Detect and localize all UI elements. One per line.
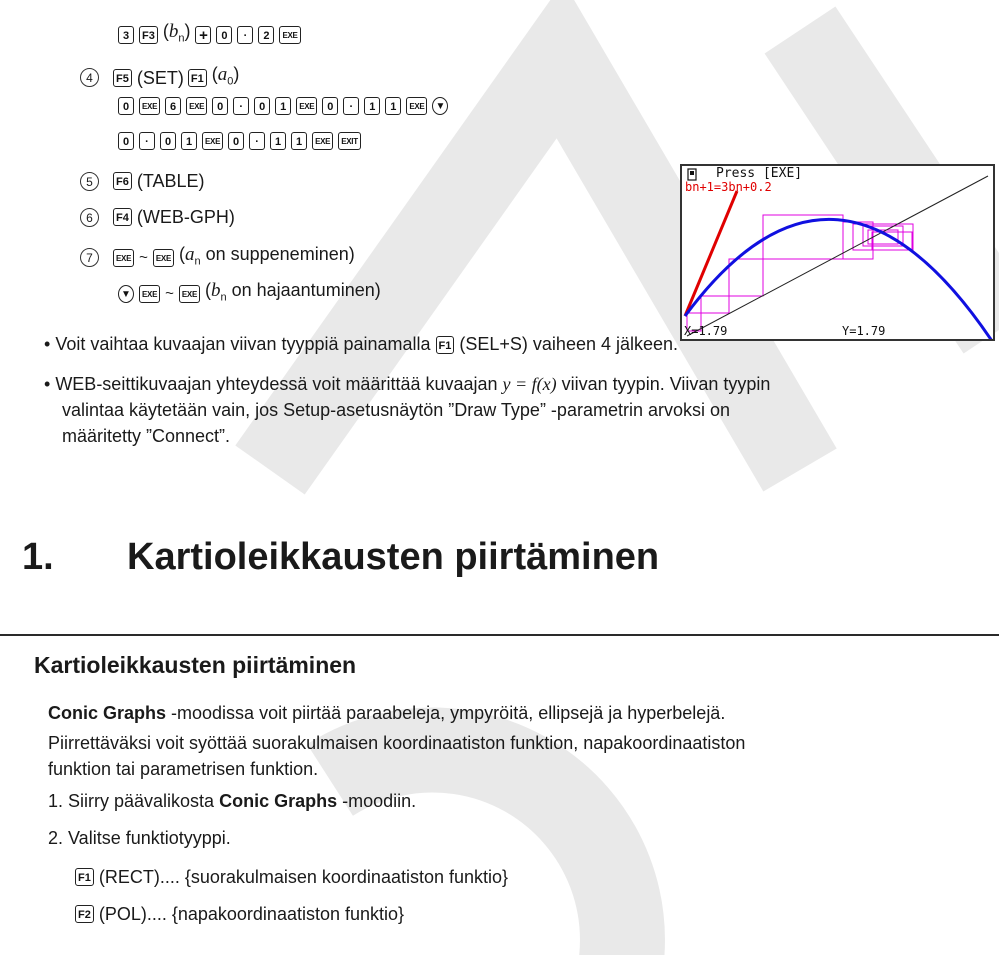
step-7-number: 7 — [80, 248, 99, 267]
key-exe: EXE — [312, 132, 333, 150]
key-down-icon: ▼ — [432, 97, 448, 115]
key-plus: + — [195, 26, 211, 44]
tilde: ~ — [165, 284, 174, 302]
step-4 — [80, 62, 239, 94]
set-label: (SET) — [136, 67, 184, 88]
option-rect: F1 (RECT).... {suorakulmaisen koordinaatiston funktio} — [75, 864, 508, 890]
step-6-number: 6 — [80, 208, 99, 227]
key-f3: F3 — [139, 26, 158, 44]
intro-line-3: funktion tai parametrisen funktion. — [48, 759, 319, 779]
key-exe: EXE — [113, 249, 134, 267]
key-1: 1 — [364, 97, 380, 115]
bullet-1: • Voit vaihtaa kuvaajan viivan tyyppiä painamalla F1 (SEL+S) vaiheen 4 jälkeen. — [44, 334, 679, 354]
section-heading — [0, 536, 659, 579]
key-0: 0 — [254, 97, 270, 115]
key-dot: · — [249, 132, 265, 150]
key-0: 0 — [118, 132, 134, 150]
key-0: 0 — [212, 97, 228, 115]
calculator-screen — [680, 164, 995, 341]
key-6: 6 — [165, 97, 181, 115]
calc-formula: bn+1=3bn+0.2 — [685, 180, 772, 194]
key-1: 1 — [385, 97, 401, 115]
key-dot: · — [237, 26, 253, 44]
key-f4: F4 — [113, 208, 132, 226]
key-exe: EXE — [186, 97, 207, 115]
key-f1: F1 — [75, 868, 94, 886]
key-dot: · — [233, 97, 249, 115]
key-sequence-line-3 — [118, 132, 366, 150]
step-7 — [80, 242, 355, 274]
key-exe: EXE — [406, 97, 427, 115]
key-f5: F5 — [113, 69, 132, 87]
key-0: 0 — [160, 132, 176, 150]
key-0: 0 — [228, 132, 244, 150]
bn-note: ($b_n$ on hajaantuminen) — [204, 280, 381, 304]
key-exit: EXIT — [338, 132, 361, 150]
key-sequence-line-1 — [118, 19, 306, 51]
step-6 — [80, 205, 235, 229]
calc-y-readout: Y=1.79 — [842, 324, 886, 338]
intro-line-1: Conic Graphs -moodissa voit piirtää paraabeleja, ympyröitä, ellipsejä ja hyperbelejä. — [48, 703, 726, 723]
divider — [0, 634, 999, 636]
key-dot: · — [139, 132, 155, 150]
a0-label: $(a_0)$ — [211, 64, 240, 88]
key-1: 1 — [181, 132, 197, 150]
key-down-icon: ▼ — [118, 285, 134, 303]
key-exe: EXE — [279, 26, 300, 44]
tilde: ~ — [139, 248, 148, 266]
bullet-2-line-3: määritetty ”Connect”. — [62, 426, 231, 446]
key-f1: F1 — [436, 336, 455, 354]
intro-line-2: Piirrettäväksi voit syöttää suorakulmaisen koordinaatiston funktion, napakoordinaatiston — [48, 733, 746, 753]
key-0: 0 — [322, 97, 338, 115]
key-exe: EXE — [202, 132, 223, 150]
option-pol: F2 (POL).... {napakoordinaatiston funktio} — [75, 901, 404, 927]
key-1: 1 — [270, 132, 286, 150]
web-gph-label: (WEB-GPH) — [136, 207, 235, 227]
calc-title: Press [EXE] — [716, 166, 803, 181]
step-4-number: 4 — [80, 68, 99, 87]
key-sequence-line-2 — [118, 97, 453, 115]
bullet-2-line-2: valintaa käytetään vain, jos Setup-asetusnäytön ”Draw Type” -parametrin arvoksi on — [62, 400, 731, 420]
instruction-2: 2. Valitse funktiotyyppi. — [48, 828, 231, 848]
step-5 — [80, 169, 205, 193]
key-exe: EXE — [139, 97, 160, 115]
bullet-2: • WEB-seittikuvaajan yhteydessä voit määrittää kuvaajan y = f(x) viivan tyypin. Viivan tyypin — [44, 374, 771, 394]
step-5-number: 5 — [80, 172, 99, 191]
key-f1: F1 — [188, 69, 207, 87]
key-0: 0 — [118, 97, 134, 115]
key-exe: EXE — [179, 285, 200, 303]
key-2: 2 — [258, 26, 274, 44]
calc-x-readout: X=1.79 — [684, 324, 728, 338]
key-0: 0 — [216, 26, 232, 44]
instruction-1: 1. Siirry päävalikosta Conic Graphs -moodiin. — [48, 791, 417, 811]
key-3: 3 — [118, 26, 134, 44]
step-7b — [118, 278, 381, 310]
section-number: 1. — [22, 536, 54, 578]
an-note: ($a_n$ on suppeneminen) — [178, 244, 355, 268]
key-f2: F2 — [75, 905, 94, 923]
table-label: (TABLE) — [136, 171, 205, 191]
section-title: Kartioleikkausten piirtäminen — [127, 536, 660, 578]
subsection-heading: Kartioleikkausten piirtäminen — [34, 652, 357, 678]
key-exe: EXE — [296, 97, 317, 115]
key-1: 1 — [291, 132, 307, 150]
key-1: 1 — [275, 97, 291, 115]
key-f6: F6 — [113, 172, 132, 190]
key-exe: EXE — [153, 249, 174, 267]
key-dot: · — [343, 97, 359, 115]
bn-label: $(b_n)$ — [162, 21, 191, 45]
key-exe: EXE — [139, 285, 160, 303]
